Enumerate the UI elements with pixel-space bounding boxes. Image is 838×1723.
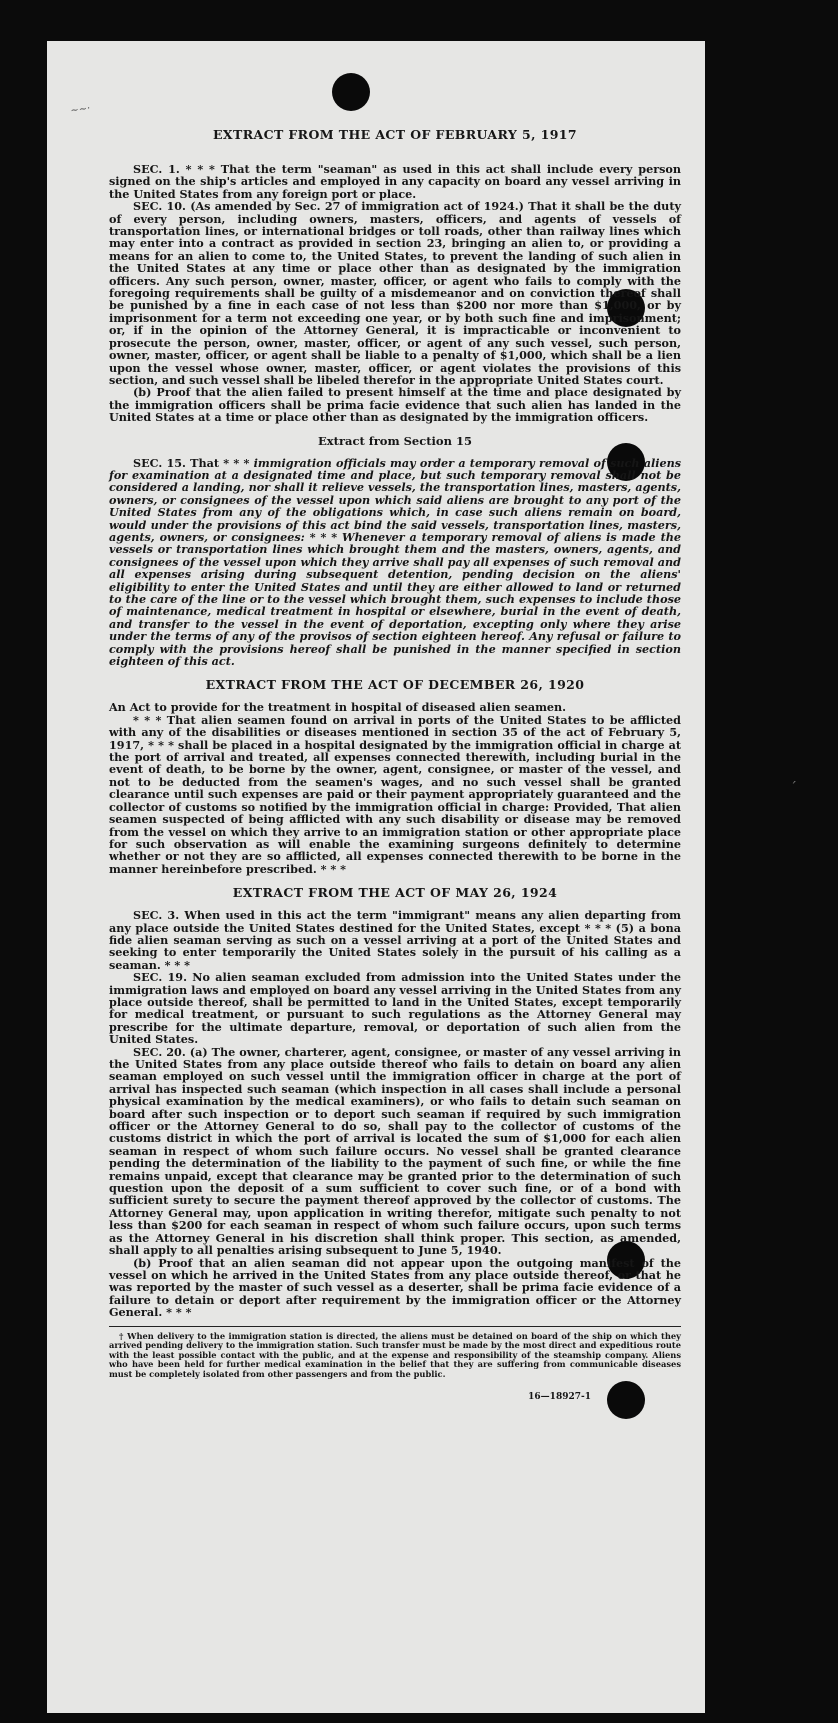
section-1-text: SEC. 1. * * * That the term "seaman" as used in this act shall include every person signed on the ship's articles and employed in any capacity on board any vessel arriving in the United States from any foreign port or place. [109,162,681,201]
heading-act-1917: EXTRACT FROM THE ACT OF FEBRUARY 5, 1917 [212,127,577,142]
section-15-body: immigration officials may order a temporary removal of such aliens for examination at a designated time and place, but such temporary removal shall not be considered a landing, nor shall it relieve vessels, the transportation lines, masters, agents, owners, or consignees of the vessel upon which said aliens are brought to any port of the United States from any of the obligations which, in case such aliens remain on board, would under the provisions of this act bind the said vessels, transportation lines, masters, agents, owners, or consignees: * * * Whenever a temporary removal of aliens is made the vessels or transportation lines which brought them and the masters, owners, agents, and consignees of the vessel upon which they arrive shall pay all expenses of such removal and all expenses arising during subsequent detention, pending decision on the aliens' eligibility to enter the United States and until they are either allowed to land or returned to the care of the line or to the vessel which brought them, such expenses to include those of maintenance, medical treatment in hospital or elsewhere, burial in the event of death, and transfer to the vessel in the event of deportation, excepting only where they arise under the terms of any of the provisos of section eighteen hereof. Any refusal or failure to comply with the provisions hereof shall be punished in the manner specified in section eighteen of this act. [109,455,681,669]
footnote-divider [109,1326,681,1327]
heading-section-15: Extract from Section 15 [318,433,472,448]
section-15-lead: SEC. 15. That * * * [133,455,254,470]
handwritten-mark: ~~· [69,103,92,117]
act-1920-intro: An Act to provide for the treatment in hospital of diseased alien seamen. [109,700,567,715]
heading-act-1920: EXTRACT FROM THE ACT OF DECEMBER 26, 1920 [205,677,585,693]
section-15-text [109,457,681,668]
footnote-text: † When delivery to the immigration station is directed, the aliens must be detained on board of the ship on which they arrived pending delivery to the immigration station. Such transfer must be made by the most direct and expeditious route with the least possible contact with the public, and at the expense and responsibility of the steamship company. Aliens who have been held for further medical examination in the belief that they are suffering from communicable diseases must be completely isolated from other passengers and from the public. [109,1330,681,1379]
section-10-text: SEC. 10. (As amended by Sec. 27 of immigration act of 1924.) That it shall be the duty of every person, including owners, masters, officers, and agents of vessels of transportation lines, or international bridges or toll roads, other than railway lines which may enter into a contract as provided in section 23, bringing an alien to, or providing a means for an alien to come to, the United States, to prevent the landing of such alien in the United States at any time or place other than as designated by the immigration officers. Any such person, owner, master, officer, or agent who fails to comply with the foregoing requirements shall be guilty of a misdemeanor and on conviction thereof shall be punished by a fine in each case of not less than $200 nor more than $1,000, or by imprisonment for a term not exceeding one year, or by both such fine and imprisonment; or, if in the opinion of the Attorney General, it is impracticable or inconvenient to prosecute the person, owner, master, officer, or agent of any such vessel, such person, owner, master, officer, or agent shall be liable to a penalty of $1,000, which shall be a lien upon the vessel whose owner, master, officer, or agent violates the provisions of this section, and such vessel shall be libeled therefor in the appropriate United States court. [109,199,681,387]
document-page [47,41,705,1713]
heading-act-1924: EXTRACT FROM THE ACT OF MAY 26, 1924 [232,885,558,901]
punch-hole [332,73,370,111]
section-10b-text: (b) Proof that the alien failed to present himself at the time and place designated by the immigration officers shall be prima facie evidence that such alien has landed in the United States at a time or place other than as designated by the immigration officers. [109,385,681,425]
section-3-text: SEC. 3. When used in this act the term "immigrant" means any alien departing from any place outside the United States destined for the United States, except * * * (5) a bona fide alien seaman serving as such on a vessel arriving at a port of the United States and seeking to enter temporarily the United States solely in the pursuit of his calling as a seaman. * * * [109,908,681,972]
document-content [109,127,681,1402]
section-19-text: SEC. 19. No alien seaman excluded from admission into the United States under the immigration laws and employed on board any vessel arriving in the United States from any place outside thereof, shall be permitted to land in the United States, except temporarily for medical treatment, or pursuant to such regulations as the Attorney General may prescribe for the ultimate departure, removal, or deportation of such alien from the United States. [109,970,681,1047]
form-number: 16—18927-1 [528,1391,591,1402]
stray-mark: ˊ [790,780,797,796]
section-20b-text: (b) Proof that an alien seaman did not appear upon the outgoing manifest of the vessel on which he arrived in the United States from any place outside thereof, or that he was reported by the master of such vessel as a deserter, shall be prima facie evidence of a failure to detain or deport after requirement by the immigration officer or the Attorney General. * * * [109,1255,681,1320]
act-1920-text: * * * That alien seamen found on arrival in ports of the United States to be afflicted with any of the disabilities or diseases mentioned in section 35 of the act of February 5, 1917, * * * shall be placed in a hospital designated by the immigration official in charge at the port of arrival and treated, all expenses connected therewith, including burial in the event of death, to be borne by the owner, agent, consignee, or master of the vessel, and not to be deducted from the seamen's wages, and no such vessel shall be granted clearance until such expenses are paid or their payment appropriately guaranteed and the collector of customs so notified by the immigration official in charge: Provided, That alien seamen suspected of being afflicted with any such disability or disease may be removed from the vessel on which they arrive to an immigration station or other appropriate place for such observation as will enable the examining surgeons definitely to determine whether or not they are so afflicted, all expenses connected therewith to be borne in the manner hereinbefore prescribed. * * * [109,712,681,876]
section-20a-text: SEC. 20. (a) The owner, charterer, agent, consignee, or master of any vessel arriving in the United States from any place outside thereof who fails to detain on board any alien seaman employed on such vessel until the immigration officer in charge at the port of arrival has inspected such seaman (which inspection in all cases shall include a personal physical examination by the medical examiners), or who fails to detain such seaman on board after such inspection or to deport such seaman if required by such immigration officer or the Attorney General to do so, shall pay to the collector of customs of the customs district in which the port of arrival is located the sum of $1,000 for each alien seaman in respect of whom such failure occurs. No vessel shall be granted clearance pending the determination of the liability to the payment of such fine, or while the fine remains unpaid, except that clearance may be granted prior to the determination of such question upon the deposit of a sum sufficient to cover such fine, or of a bond with sufficient surety to secure the payment thereof approved by the collector of customs. The Attorney General may, upon application in writing therefor, mitigate such penalty to not less than $200 for each seaman in respect of whom such failure occurs, upon such terms as the Attorney General in his discretion shall think proper. This section, as amended, shall apply to all penalties arising subsequent to June 5, 1940. [109,1044,681,1258]
